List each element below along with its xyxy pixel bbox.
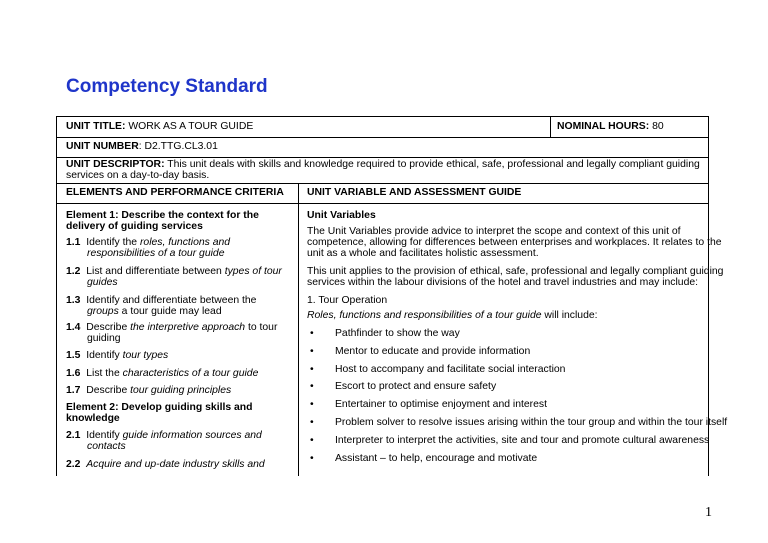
criterion-1-1: 1.1 Identify the roles, functions and	[66, 237, 231, 248]
list-item-text: Entertainer to optimise enjoyment and interest	[335, 399, 547, 410]
list-item: •	[310, 453, 314, 464]
list-item: •	[310, 381, 314, 392]
criterion-1-3: 1.3 Identify and differentiate between the	[66, 295, 257, 306]
list-item-text: Pathfinder to show the way	[335, 328, 460, 339]
application-text-1: This unit applies to the provision of ethical, safe, professional and legally compliant guiding	[307, 266, 724, 277]
nominal-hours-label: NOMINAL HOURS:	[557, 121, 650, 132]
list-item-text: Problem solver to resolve issues arising within the tour group and within the tour itself	[335, 417, 728, 428]
list-item-text: Escort to protect and ensure safety	[335, 381, 497, 392]
list-item: •	[310, 328, 314, 339]
page-title: Competency Standard	[66, 76, 268, 97]
unit-title-label: UNIT TITLE:	[66, 121, 126, 132]
criterion-1-2: 1.2 List and differentiate between types of tour	[66, 266, 282, 277]
unit-descriptor-text-2: services on a day-to-day basis.	[66, 170, 210, 181]
criterion-1-5: 1.5 Identify tour types	[66, 350, 169, 361]
unit-variables-text-2: competence, allowing for differences between enterprises and workplaces. It relates to the	[307, 237, 722, 248]
nominal-hours-cell	[557, 121, 664, 133]
unit-number-value: : D2.TTG.CL3.01	[138, 141, 218, 152]
criterion-1-3-cont: groups a tour guide may lead	[87, 306, 222, 317]
unit-variables-heading: Unit Variables	[307, 210, 376, 221]
list-item: •	[310, 346, 314, 357]
list-item: •	[310, 435, 314, 446]
criterion-2-1: 2.1 Identify guide information sources and	[66, 430, 262, 441]
element-2-heading: Element 2: Develop guiding skills and	[66, 402, 253, 413]
roles-intro: Roles, functions and responsibilities of a tour guide will include:	[307, 310, 598, 321]
unit-descriptor-text: This unit deals with skills and knowledge required to provide ethical, safe, professional and legally compliant guiding	[164, 159, 700, 170]
criterion-1-6: 1.6 List the characteristics of a tour guide	[66, 368, 259, 379]
criterion-2-1-cont: contacts	[87, 441, 126, 452]
page-number: 1	[705, 505, 712, 520]
list-item: •	[310, 364, 314, 375]
criterion-2-2: 2.2 Acquire and up-date industry skills and	[66, 459, 265, 470]
list-item: •	[310, 417, 314, 428]
element-1-heading: Element 1: Describe the context for the	[66, 210, 259, 221]
list-item: •	[310, 399, 314, 410]
unit-title-value: WORK AS A TOUR GUIDE	[128, 121, 254, 132]
tour-operation-heading: 1. Tour Operation	[307, 295, 388, 306]
nominal-hours-value: 80	[652, 121, 664, 132]
list-item-text: Interpreter to interpret the activities, site and tour and promote cultural awareness	[335, 435, 710, 446]
unit-variables-text-3: unit as a whole and facilitates holistic assessment.	[307, 248, 539, 259]
element-2-heading-2: knowledge	[66, 413, 120, 424]
unit-number-row	[66, 141, 218, 153]
unit-title-row	[66, 121, 253, 133]
criterion-1-4: 1.4 Describe the interpretive approach to tour	[66, 322, 278, 333]
application-text-2: services within the labour divisions of the hotel and travel industries and may include:	[307, 277, 699, 288]
criterion-1-4-cont: guiding	[87, 333, 121, 344]
unit-number-label: UNIT NUMBER	[66, 141, 139, 152]
unit-descriptor-label: UNIT DESCRIPTOR:	[66, 159, 165, 170]
list-item-text: Host to accompany and facilitate social interaction	[335, 364, 566, 375]
element-1-heading-2: delivery of guiding services	[66, 221, 203, 232]
criterion-1-1-cont: responsibilities of a tour guide	[87, 248, 225, 259]
unit-variables-text-1: The Unit Variables provide advice to interpret the scope and context of this unit of	[307, 226, 681, 237]
column-heading-elements: ELEMENTS AND PERFORMANCE CRITERIA	[66, 187, 284, 198]
list-item-text: Mentor to educate and provide information	[335, 346, 531, 357]
criterion-1-2-cont: guides	[87, 277, 118, 288]
list-item-text: Assistant – to help, encourage and motivate	[335, 453, 538, 464]
column-heading-variables: UNIT VARIABLE AND ASSESSMENT GUIDE	[307, 187, 522, 198]
criterion-1-7: 1.7 Describe tour guiding principles	[66, 385, 232, 396]
